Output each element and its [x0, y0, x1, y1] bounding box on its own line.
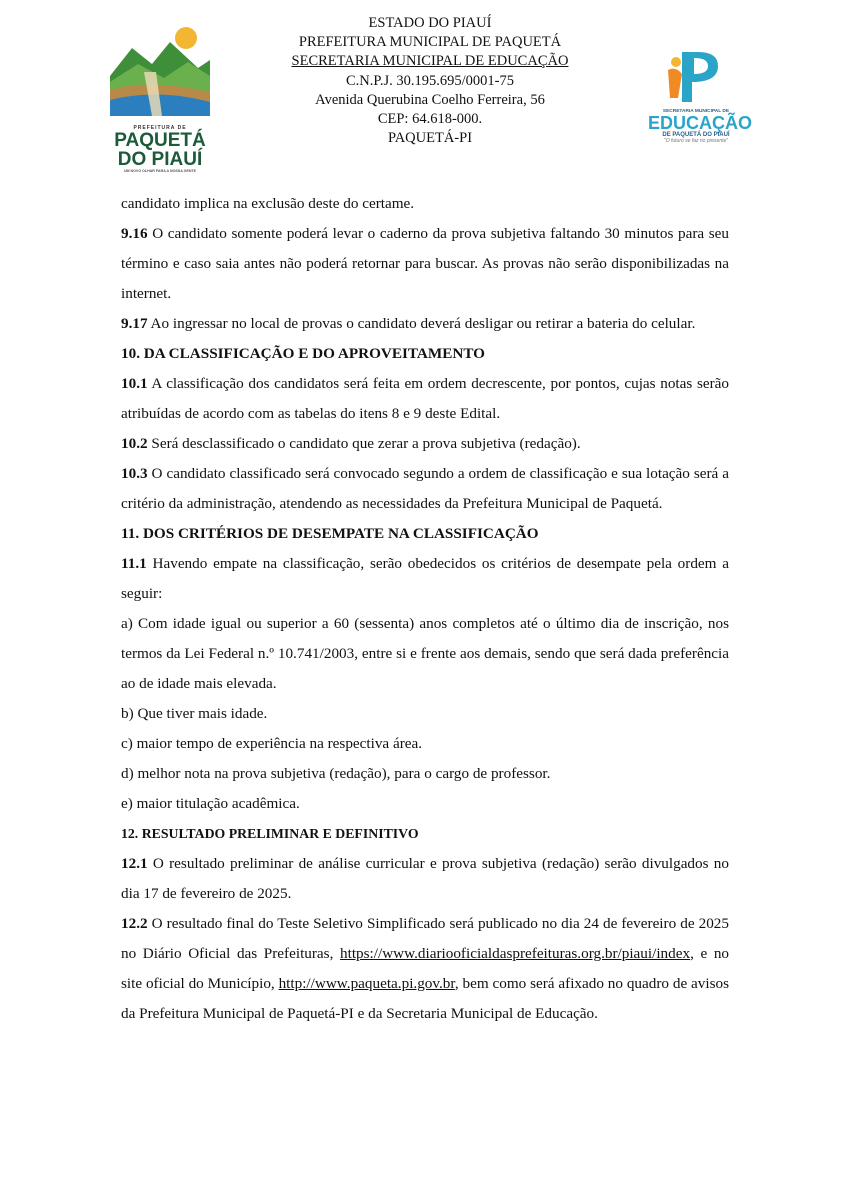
- logo-line2: DO PIAUÍ: [117, 149, 203, 170]
- item-text: , e no site oficial do Município,: [121, 945, 730, 992]
- paragraph-9-16: [121, 219, 729, 309]
- item-text: A classificação dos candidatos será feita em ordem decrescente, por pontos, cujas notas serão atribuídas de acordo com as tabelas do itens 8 e 9 deste Edital.: [121, 375, 729, 422]
- item-text: Havendo empate na classificação, serão obedecidos os critérios de desempate pela ordem a seguir:: [121, 555, 729, 602]
- paragraph-10-1: [121, 369, 729, 429]
- prefeitura-logo: [108, 24, 212, 173]
- header-cnpj: C.N.P.J. 30.195.695/0001-75: [346, 72, 514, 89]
- header-address: Avenida Querubina Coelho Ferreira, 56: [315, 91, 545, 108]
- secretaria-logo: [648, 48, 753, 166]
- item-text: O candidato classificado será convocado segundo a ordem de classificação e sua lotação será a critério da administração, atendendo as necessidades da Prefeitura Municipal de Paquetá.: [121, 465, 729, 512]
- paragraph-12-2: [121, 909, 729, 1029]
- logo-tagline: UM NOVO OLHAR PARA A NOSSA GENTE: [123, 169, 197, 173]
- item-number: 9.17: [121, 315, 148, 332]
- item-number: 12.1: [121, 855, 148, 872]
- criterion-d: d) melhor nota na prova subjetiva (redação), para o cargo de professor.: [121, 765, 551, 782]
- municipio-site-link[interactable]: http://www.paqueta.pi.gov.br: [278, 975, 455, 992]
- item-number: 12.2: [121, 915, 148, 932]
- item-number: 10.1: [121, 375, 148, 392]
- paragraph-10-3: [121, 459, 729, 519]
- paragraph-continued: candidato implica na exclusão deste do certame.: [121, 195, 415, 212]
- item-text: O resultado preliminar de análise curricular e prova subjetiva (redação) serão divulgados no dia 17 de fevereiro de 2025.: [121, 855, 729, 902]
- item-number: 10.2: [121, 435, 148, 452]
- paragraph-12-1: [121, 849, 729, 909]
- right-logo-line1: SECRETARIA MUNICIPAL DE: [662, 109, 730, 114]
- document-header: [0, 0, 849, 190]
- header-lines: [230, 14, 630, 148]
- right-logo-line2: EDUCAÇÃO: [648, 113, 753, 133]
- paragraph-10-2: [121, 429, 729, 459]
- item-text: Ao ingressar no local de provas o candidato deverá desligar ou retirar a bateria do celular.: [147, 315, 696, 332]
- education-emblem-icon: [648, 48, 744, 104]
- paragraph-11-1: [121, 549, 729, 609]
- criterion-b: b) Que tiver mais idade.: [121, 705, 268, 722]
- logo-small-text: PREFEITURA DE: [133, 125, 187, 131]
- logo-line1: PAQUETÁ: [114, 130, 206, 151]
- document-body: [121, 189, 729, 1029]
- item-text: O resultado final do Teste Seletivo Simplificado será publicado no dia 24 de fevereiro de 2025 no Diário Oficial das Prefeituras,: [121, 915, 729, 962]
- item-number: 11.1: [121, 555, 147, 572]
- paragraph-9-17: [121, 309, 729, 339]
- criterion-a: a) Com idade igual ou superior a 60 (sessenta) anos completos até o último dia de inscrição, nos termos da Lei Federal n.º 10.741/2003, entre si e frente aos demais, sendo que será dada preferência ao de idade mais elevada.: [121, 615, 729, 692]
- section-heading-10: 10. DA CLASSIFICAÇÃO E DO APROVEITAMENTO: [121, 345, 485, 362]
- header-prefeitura: PREFEITURA MUNICIPAL DE PAQUETÁ: [298, 34, 562, 51]
- right-logo-line3: DE PAQUETÁ DO PIAUÍ: [662, 132, 730, 138]
- item-number: 10.3: [121, 465, 148, 482]
- item-text: Será desclassificado o candidato que zerar a prova subjetiva (redação).: [147, 435, 581, 452]
- item-text: O candidato somente poderá levar o caderno da prova subjetiva faltando 30 minutos para seu término e caso saia antes não poderá retornar para buscar. As provas não serão disponibilizadas na internet.: [121, 225, 729, 302]
- section-heading-12: 12. RESULTADO PRELIMINAR E DEFINITIVO: [121, 826, 419, 841]
- right-logo-slogan: "O futuro se faz no presente": [663, 138, 729, 144]
- header-secretaria: SECRETARIA MUNICIPAL DE EDUCAÇÃO: [291, 53, 569, 70]
- header-state: ESTADO DO PIAUÍ: [368, 15, 492, 31]
- diario-oficial-link[interactable]: https://www.diariooficialdasprefeituras.org.br/piaui/index: [340, 945, 691, 962]
- section-heading-11: 11. DOS CRITÉRIOS DE DESEMPATE NA CLASSIFICAÇÃO: [121, 525, 539, 542]
- criterion-c: c) maior tempo de experiência na respectiva área.: [121, 735, 423, 752]
- criterion-e: e) maior titulação acadêmica.: [121, 795, 300, 812]
- item-text: , bem como será afixado no quadro de avisos da Prefeitura Municipal de Paquetá-PI e da Secretaria Municipal de Educação.: [121, 975, 730, 1022]
- hills-emblem-icon: [108, 24, 212, 120]
- item-number: 9.16: [121, 225, 148, 242]
- header-cep: CEP: 64.618-000.: [377, 111, 483, 128]
- header-city: PAQUETÁ-PI: [387, 130, 473, 147]
